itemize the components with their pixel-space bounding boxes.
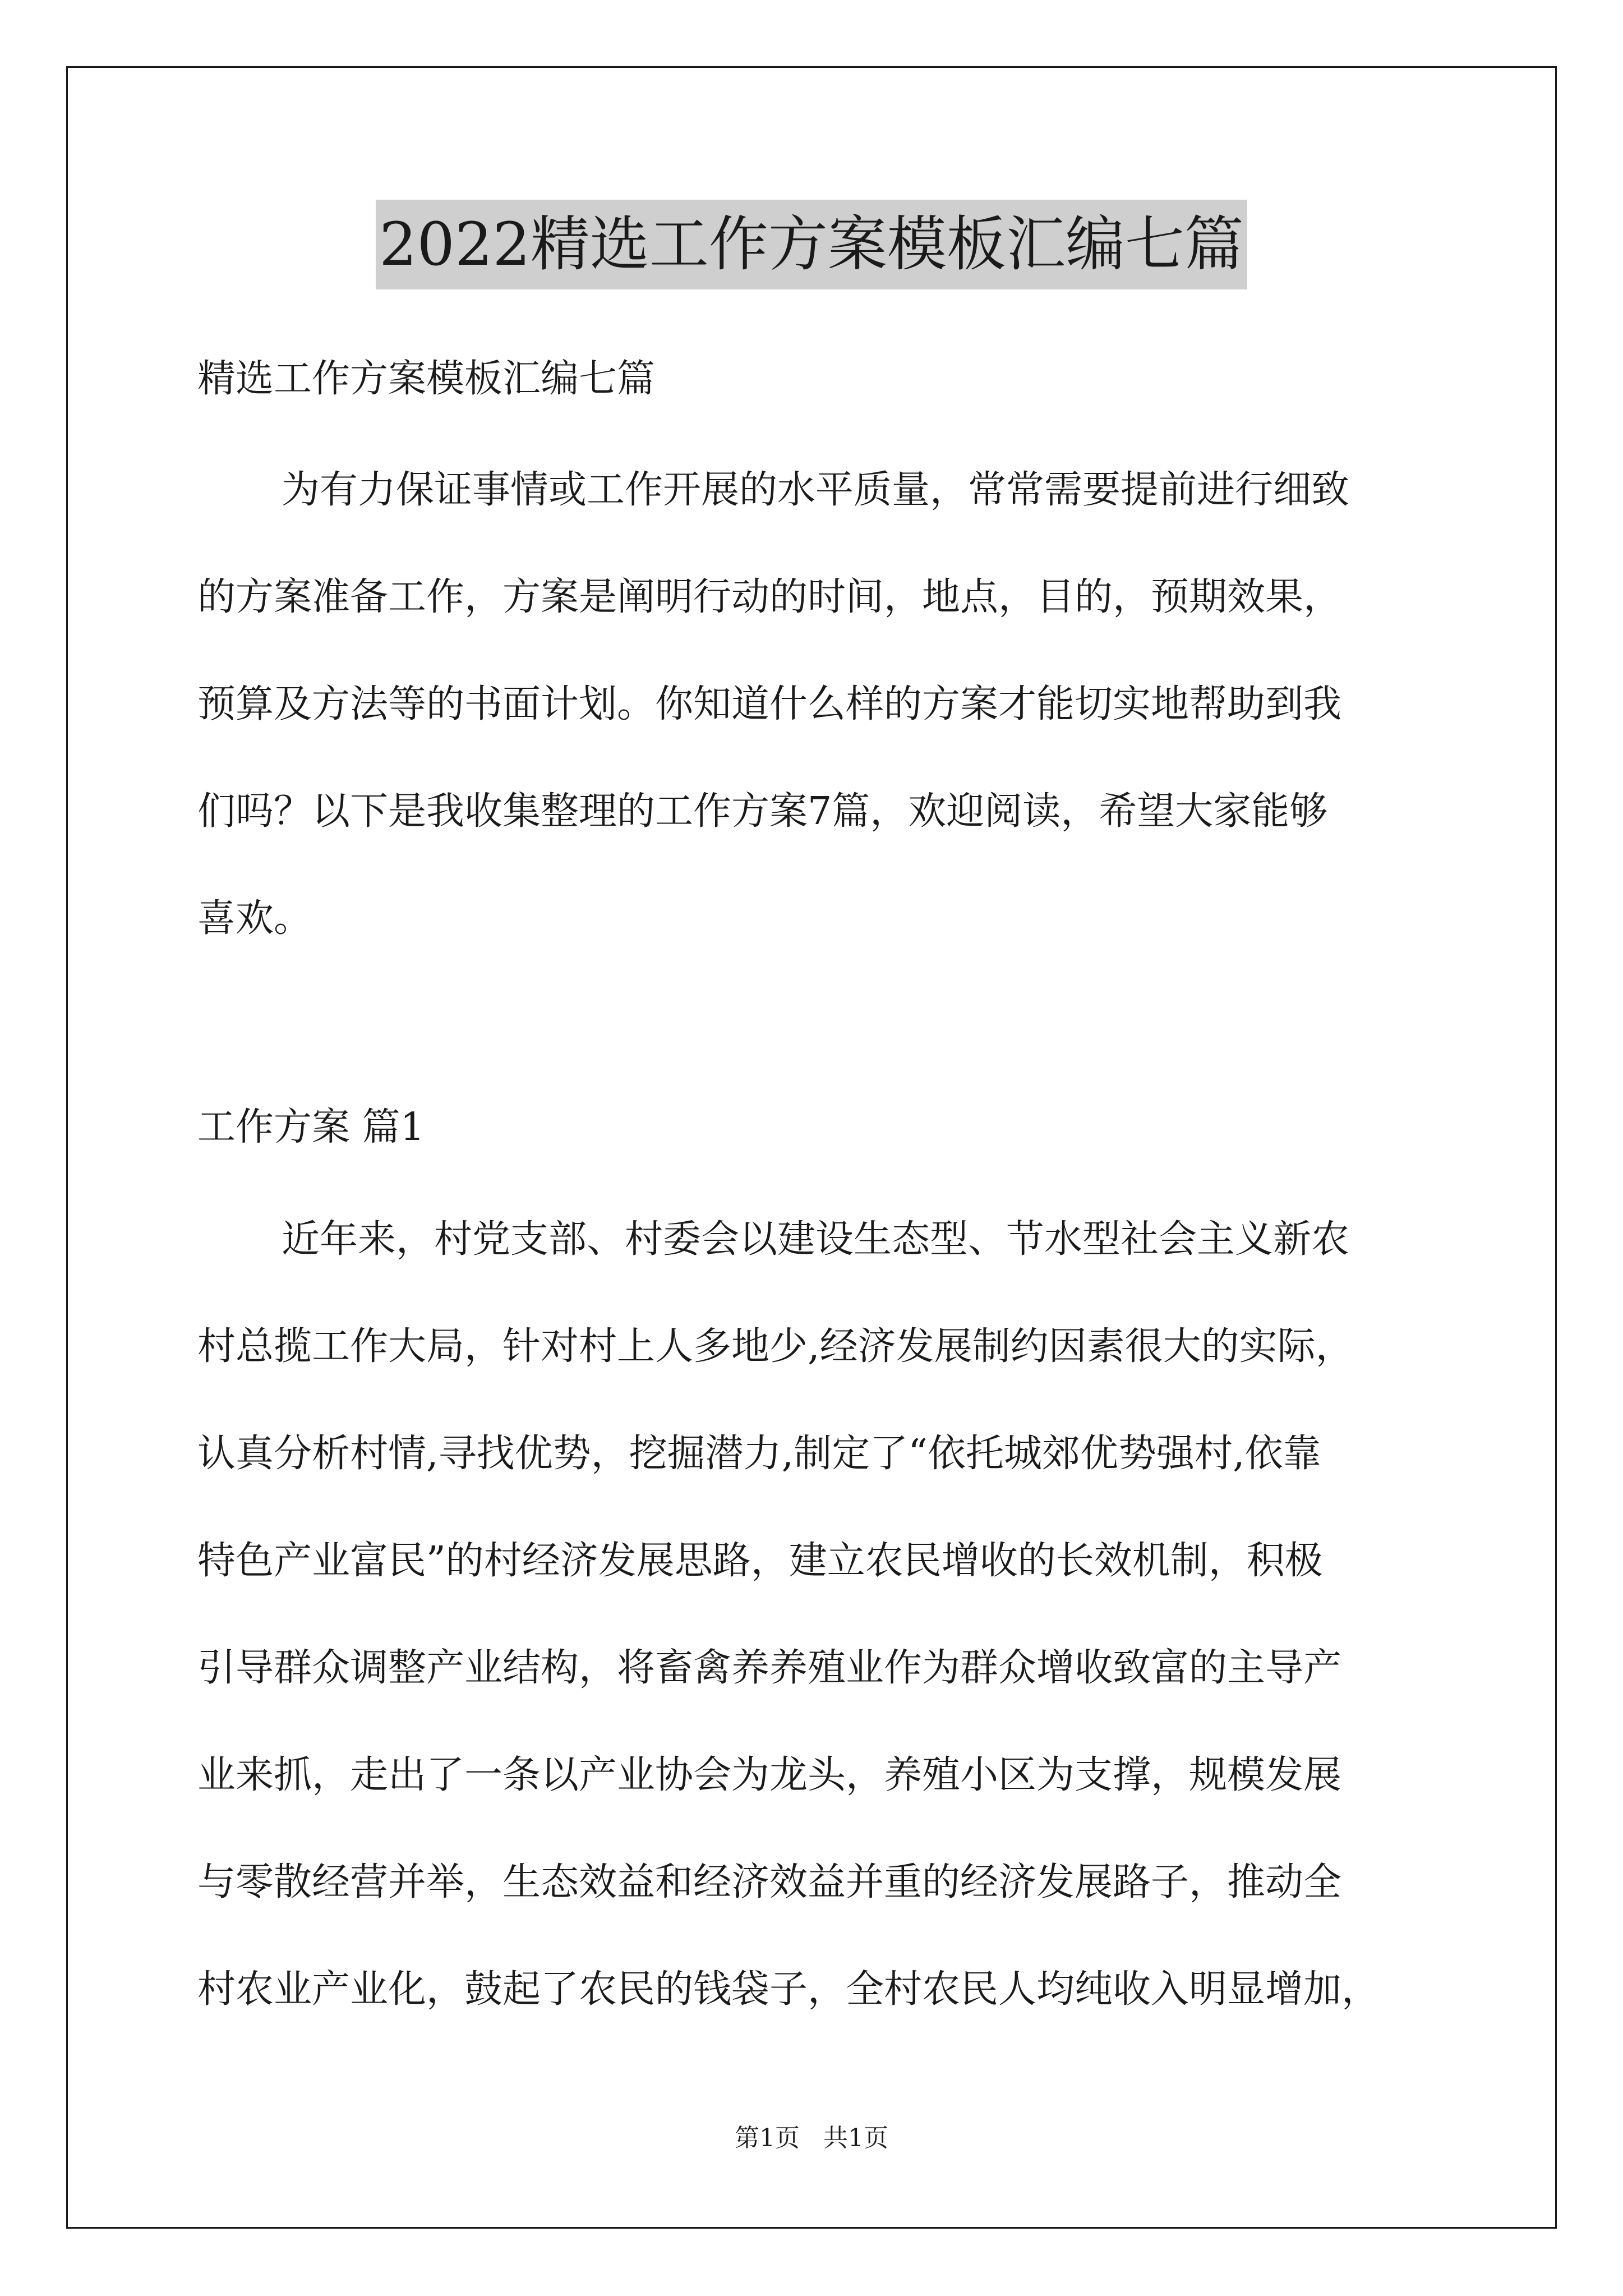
body-line: 特色产业富民”的村经济发展思路，建立农民增收的长效机制，积极	[197, 1539, 1323, 1583]
document-title: 2022精选工作方案模板汇编七篇	[376, 200, 1247, 289]
body-line: 与零散经营并举，生态效益和经济效益并重的经济发展路子，推动全	[197, 1860, 1342, 1904]
intro-line: 喜欢。	[197, 896, 312, 941]
intro-paragraph	[197, 457, 1454, 992]
section-heading: 工作方案 篇1	[197, 1105, 425, 1149]
page-footer	[0, 2122, 1623, 2155]
intro-line: 们吗？以下是我收集整理的工作方案7篇，欢迎阅读，希望大家能够	[197, 789, 1328, 834]
body-line: 认真分析村情,寻找优势，挖掘潜力,制定了“依托城郊优势强村,依靠	[197, 1432, 1321, 1476]
body-line: 村总揽工作大局，针对村上人多地少,经济发展制约因素很大的实际，	[197, 1324, 1354, 1369]
section-body-paragraph	[197, 1206, 1454, 2063]
document-title-block	[0, 200, 1623, 289]
body-line: 引导群众调整产业结构，将畜禽养养殖业作为群众增收致富的主导产	[197, 1646, 1342, 1690]
body-line: 业来抓，走出了一条以产业协会为龙头，养殖小区为支撑，规模发展	[197, 1753, 1342, 1797]
body-line: 村农业产业化，鼓起了农民的钱袋子，全村农民人均纯收入明显增加，	[197, 1967, 1380, 2012]
document-subtitle: 精选工作方案模板汇编七篇	[197, 357, 656, 401]
body-line: 近年来，村党支部、村委会以建设生态型、节水型社会主义新农	[282, 1217, 1350, 1262]
intro-line: 为有力保证事情或工作开展的水平质量，常常需要提前进行细致	[282, 468, 1350, 512]
intro-line: 预算及方法等的书面计划。你知道什么样的方案才能切实地帮助到我	[197, 682, 1342, 726]
intro-line: 的方案准备工作，方案是阐明行动的时间，地点，目的，预期效果，	[197, 575, 1342, 619]
page-number-label: 第1页 共1页	[735, 2124, 888, 2152]
